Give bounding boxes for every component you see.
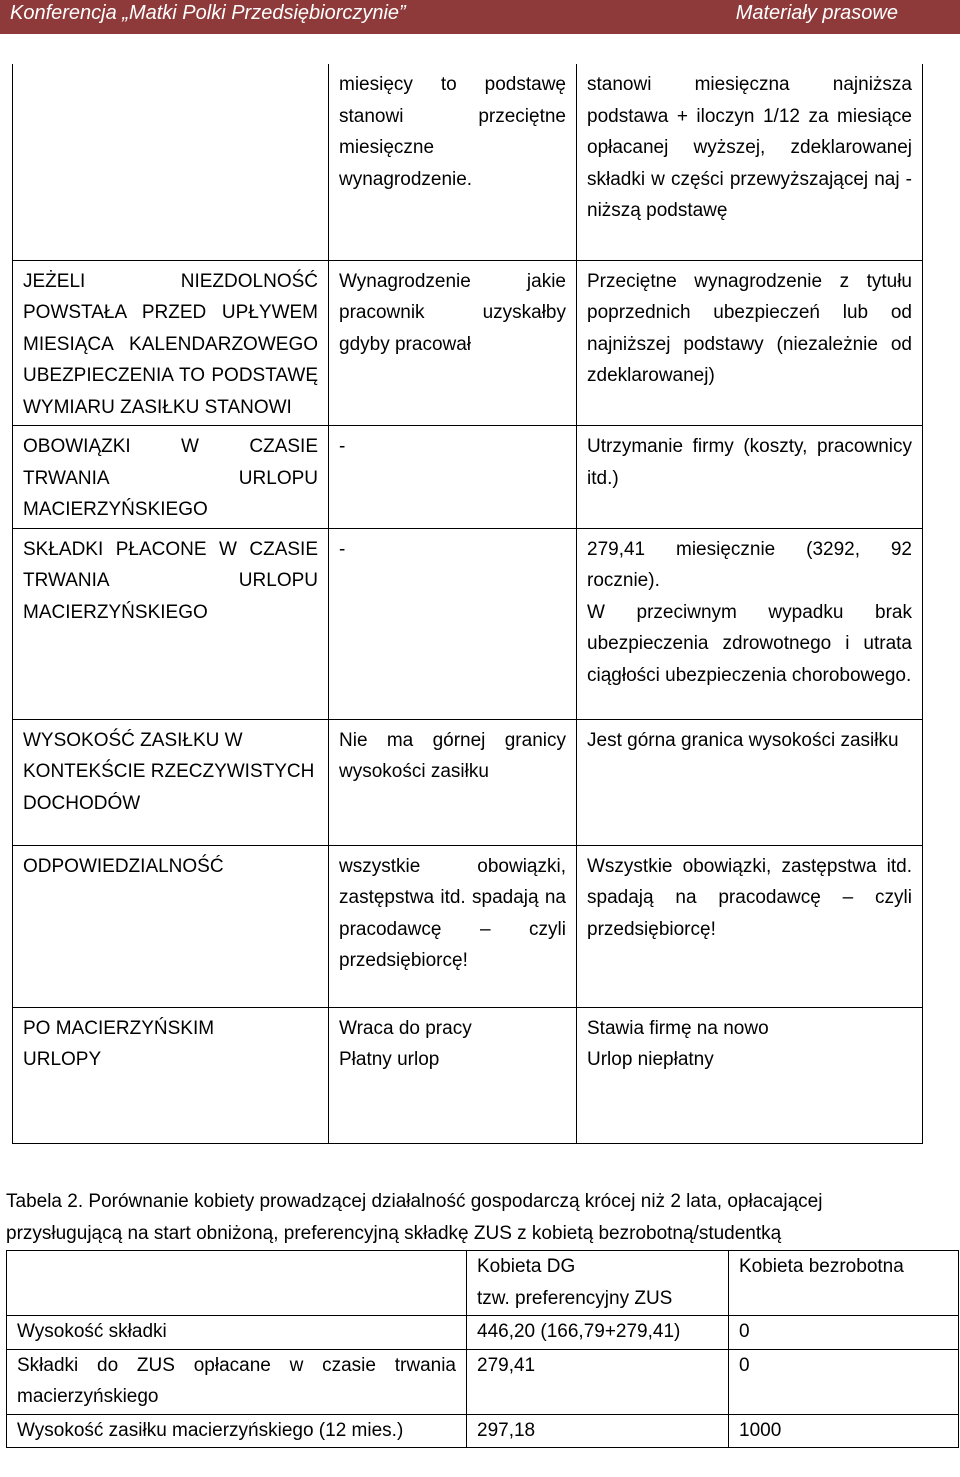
entrepreneur-cell: stanowi miesięczna najniższa podstawa + iloczyn 1/12 za miesiące opłacanej wyższej, zdeklarowanej składki w części przewyższającej naj -niższą podstawę bbox=[577, 64, 923, 260]
row-label: Składki do ZUS opłacane w czasie trwania macierzyńskiego bbox=[7, 1349, 467, 1414]
unemployed-value: 0 bbox=[729, 1316, 959, 1350]
table-row bbox=[13, 260, 923, 426]
employee-leave: Płatny urlop bbox=[339, 1049, 440, 1070]
header-conference-title: Konferencja „Matki Polki Przedsiębiorczynie” bbox=[10, 2, 406, 24]
employee-cell: Wynagrodzenie jakie pracownik uzyskałby gdyby pracował bbox=[329, 260, 577, 426]
table-header-row bbox=[7, 1251, 959, 1316]
header-kobieta-dg bbox=[467, 1251, 729, 1316]
employee-cell bbox=[329, 1007, 577, 1143]
row-label: Wysokość składki bbox=[7, 1316, 467, 1350]
table-row bbox=[13, 719, 923, 845]
entrepreneur-after-leave: Stawia firmę na nowo bbox=[587, 1017, 769, 1039]
table-row bbox=[13, 426, 923, 529]
row-label: JEŻELI NIEZDOLNOŚĆ POWSTAŁA PRZED UPŁYWEM MIESIĄCA KALENDARZOWEGO UBEZPIECZENIA TO PODSTAWĘ WYMIARU ZASIŁKU STANOWI bbox=[13, 260, 329, 426]
employee-cell: - bbox=[329, 528, 577, 719]
unemployed-value: 0 bbox=[729, 1349, 959, 1414]
table-caption: Tabela 2. Porównanie kobiety prowadzącej działalność gospodarczą krócej niż 2 lata, opłacającej przysługującą na start obniżoną, preferencyjną składkę ZUS z kobietą bezrobotną/studentką bbox=[6, 1191, 823, 1244]
entrepreneur-cell: Utrzymanie firmy (koszty, pracownicy itd.) bbox=[577, 426, 923, 529]
dg-value: 446,20 (166,79+279,41) bbox=[467, 1316, 729, 1350]
table-row bbox=[13, 845, 923, 1007]
dg-value: 297,18 bbox=[467, 1414, 729, 1448]
row-label: WYSOKOŚĆ ZASIŁKU W KONTEKŚCIE RZECZYWISTYCH DOCHODÓW bbox=[13, 719, 329, 845]
table-row bbox=[13, 528, 923, 719]
table-row bbox=[7, 1349, 959, 1414]
entrepreneur-cell bbox=[577, 528, 923, 719]
contribution-table bbox=[6, 1250, 959, 1448]
row-label bbox=[13, 64, 329, 260]
after-leave-label: PO MACIERZYŃSKIM bbox=[23, 1017, 215, 1039]
row-label bbox=[13, 1007, 329, 1143]
row-label: SKŁADKI PŁACONE W CZASIE TRWANIA URLOPU MACIERZYŃSKIEGO bbox=[13, 528, 329, 719]
leave-label: URLOPY bbox=[23, 1049, 102, 1070]
entrepreneur-leave: Urlop niepłatny bbox=[587, 1049, 714, 1070]
page-header bbox=[0, 0, 960, 34]
row-label: ODPOWIEDZIALNOŚĆ bbox=[13, 845, 329, 1007]
dg-value: 279,41 bbox=[467, 1349, 729, 1414]
table-row bbox=[7, 1414, 959, 1448]
table-row bbox=[13, 64, 923, 260]
table-row bbox=[7, 1316, 959, 1350]
row-label: OBOWIĄZKI W CZASIE TRWANIA URLOPU MACIERZYŃSKIEGO bbox=[13, 426, 329, 529]
entrepreneur-cell: Jest górna granica wysokości zasiłku bbox=[577, 719, 923, 845]
entrepreneur-cell: Przeciętne wynagrodzenie z tytułu poprzednich ubezpieczeń lub od najniższej podstawy (niezależnie od zdeklarowanej) bbox=[577, 260, 923, 426]
comparison-table bbox=[12, 64, 923, 1144]
employee-cell: wszystkie obowiązki, zastępstwa itd. spadają na pracodawcę – czyli przedsiębiorcę! bbox=[329, 845, 577, 1007]
contribution-note: W przeciwnym wypadku brak ubezpieczenia zdrowotnego i utrata ciągłości ubezpieczenia chorobowego. bbox=[587, 601, 912, 686]
entrepreneur-cell bbox=[577, 1007, 923, 1143]
row-label: Wysokość zasiłku macierzyńskiego (12 mies.) bbox=[7, 1414, 467, 1448]
header-kobieta-dg-label: Kobieta DG bbox=[477, 1256, 576, 1277]
header-press-materials: Materiały prasowe bbox=[735, 2, 898, 24]
entrepreneur-cell: Wszystkie obowiązki, zastępstwa itd. spadają na pracodawcę – czyli przedsiębiorcę! bbox=[577, 845, 923, 1007]
unemployed-value: 1000 bbox=[729, 1414, 959, 1448]
header-kobieta-bezrobotna: Kobieta bezrobotna bbox=[729, 1251, 959, 1316]
header-preferential-zus: tzw. preferencyjny ZUS bbox=[477, 1287, 673, 1309]
employee-cell: miesięcy to podstawę stanowi przeciętne miesięczne wynagrodzenie. bbox=[329, 64, 577, 260]
employee-cell: - bbox=[329, 426, 577, 529]
table-row bbox=[13, 1007, 923, 1143]
employee-cell: Nie ma górnej granicy wysokości zasiłku bbox=[329, 719, 577, 845]
employee-after-leave: Wraca do pracy bbox=[339, 1017, 472, 1039]
contribution-amount: 279,41 miesięcznie (3292, 92 rocznie). bbox=[587, 538, 912, 591]
header-empty-cell bbox=[7, 1251, 467, 1316]
